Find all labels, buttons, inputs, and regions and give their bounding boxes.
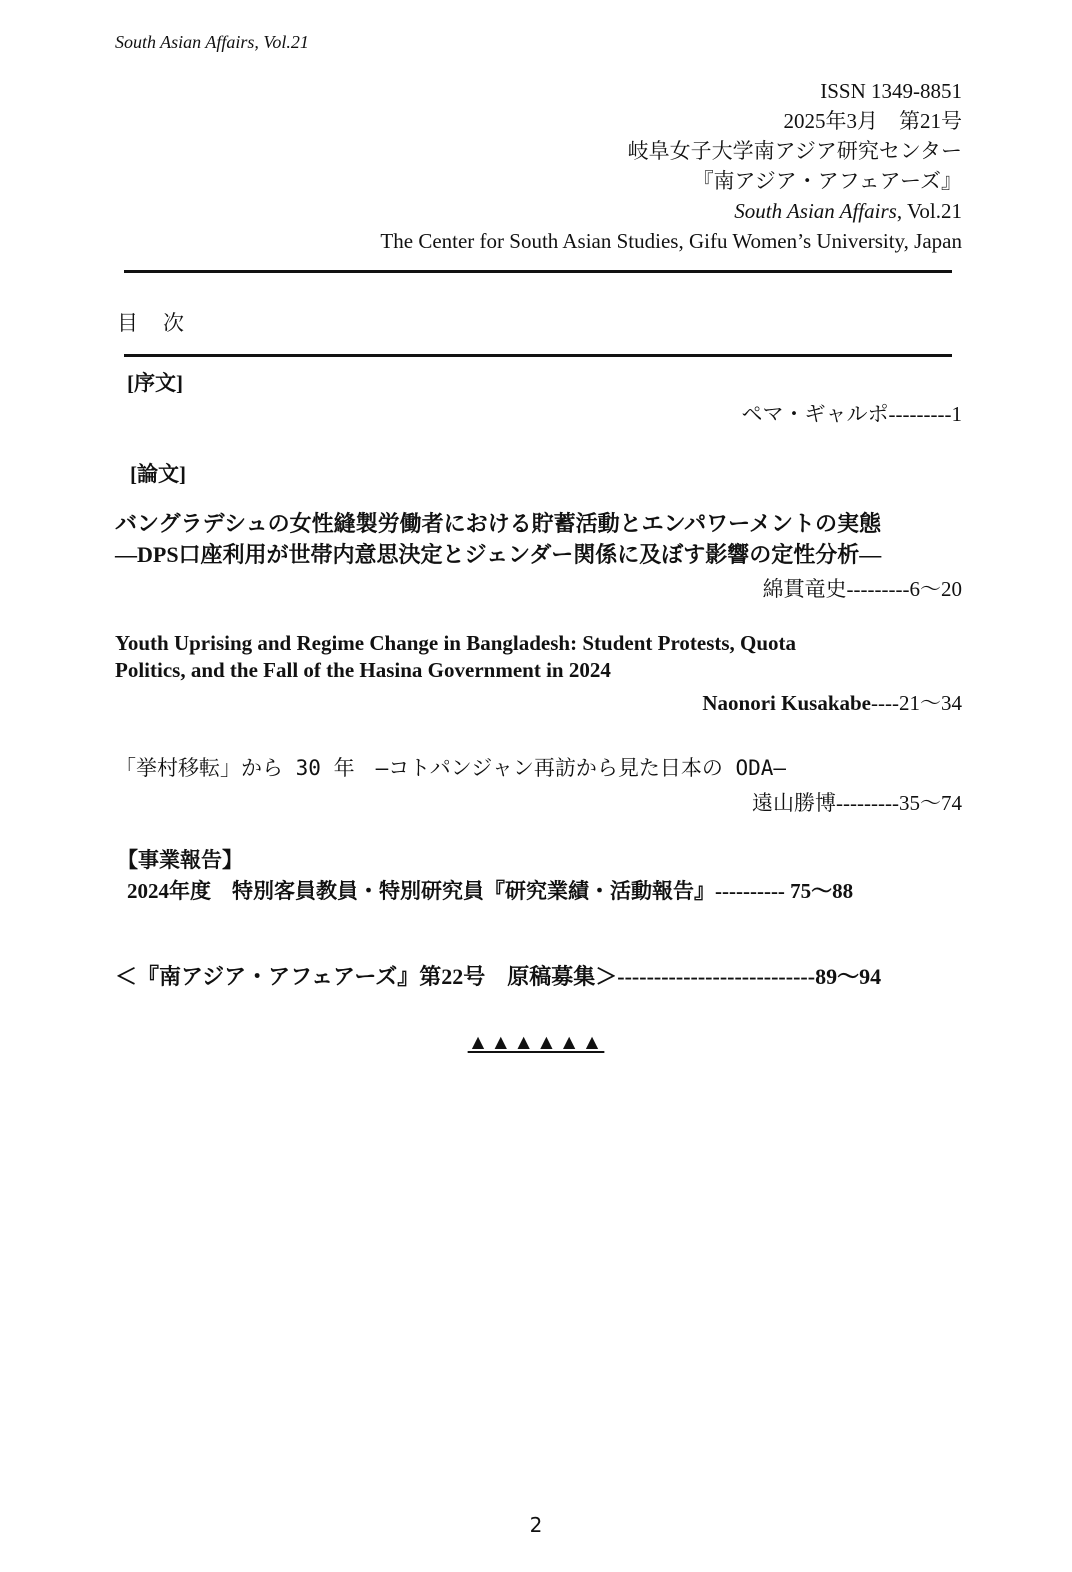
publisher-jp: 岐阜女子大学南アジア研究センター [627, 139, 962, 163]
preface-author: ペマ・ギャルポ---------1 [741, 402, 962, 426]
toc-rule [124, 354, 952, 357]
call-for-papers: ＜『南アジア・アフェアーズ』第22号 原稿募集＞---------------------------89～94 [115, 964, 882, 989]
paper3-author: 遠山勝博---------35～74 [752, 791, 962, 815]
toc-title: 目 次 [117, 311, 186, 335]
top-rule [124, 270, 952, 273]
paper3-title: 「挙村移転」から 30 年 –コトパンジャン再訪から見た日本の ODA– [115, 756, 787, 780]
running-header: South Asian Affairs, Vol.21 [115, 32, 309, 52]
paper2-title [115, 630, 796, 684]
issn: ISSN 1349-8851 [820, 79, 962, 103]
paper2-pages: ----21～34 [871, 691, 962, 715]
publication-meta [380, 76, 962, 256]
paper2-title-line2: Politics, and the Fall of the Hasina Government in 2024 [115, 658, 611, 682]
paper2-author: Naonori Kusakabe [702, 691, 872, 715]
publisher-en: The Center for South Asian Studies, Gifu Women’s University, Japan [380, 229, 962, 253]
section-report: 【事業報告】 [117, 848, 243, 872]
section-preface: [序文] [127, 371, 183, 395]
paper2-title-line1: Youth Uprising and Regime Change in Bangladesh: Student Protests, Quota [115, 631, 797, 655]
journal-jp: 『南アジア・アフェアーズ』 [692, 169, 962, 193]
journal-en-title: South Asian Affairs [734, 199, 897, 223]
section-papers: [論文] [130, 462, 186, 486]
paper1-title-line1: バングラデシュの女性縫製労働者における貯蓄活動とエンパワーメントの実態 [115, 511, 882, 536]
issue-date: 2025年3月 第21号 [783, 109, 962, 133]
journal-en-vol: , Vol.21 [896, 199, 962, 223]
paper1-author: 綿貫竜史---------6～20 [762, 577, 962, 601]
end-mark [0, 1030, 1072, 1055]
end-mark-triangles: ▲▲▲▲▲▲ [467, 1030, 605, 1054]
report-item: 2024年度 特別客員教員・特別研究員『研究業績・活動報告』---------- 75～88 [127, 879, 854, 903]
page-number: 2 [529, 1513, 543, 1537]
paper1-title-line2: ―DPS口座利用が世帯内意思決定とジェンダー関係に及ぼす影響の定性分析― [115, 542, 882, 567]
journal-en [380, 196, 962, 226]
paper1-title [115, 508, 881, 570]
paper2-author-line [702, 687, 962, 717]
